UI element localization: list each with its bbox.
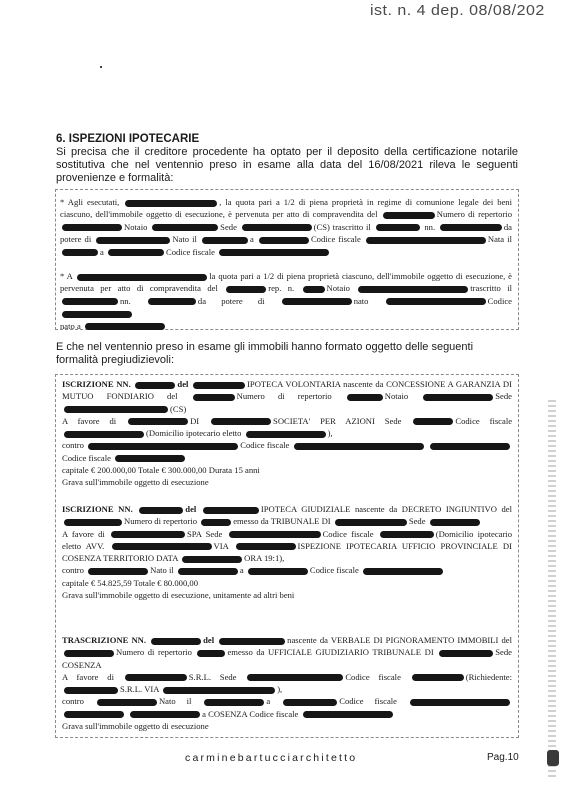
- redaction: [148, 298, 196, 305]
- text: S.R.L.: [120, 684, 143, 695]
- formalita-iscrizione-2: [62, 503, 512, 601]
- text: ),: [277, 684, 283, 695]
- text: VIA: [144, 684, 160, 695]
- text: a COSENZA Codice fiscale: [202, 708, 299, 719]
- redaction: [88, 443, 238, 450]
- grava-line: Grava sull'immobile oggetto di esecuzione: [62, 477, 209, 488]
- text: Nato il: [172, 234, 197, 245]
- text: DI: [190, 415, 200, 426]
- text: Numero di repertorio: [116, 647, 192, 658]
- text: rep. n.: [268, 283, 295, 294]
- text: da potere di: [60, 221, 512, 245]
- redaction: [410, 699, 510, 706]
- redaction: [204, 699, 264, 706]
- redaction: [182, 556, 242, 563]
- text: del: [203, 635, 215, 645]
- redaction: [247, 674, 343, 681]
- text: Nato il: [158, 696, 192, 707]
- redaction: [152, 224, 218, 231]
- redaction: [125, 200, 217, 207]
- text: * Agli esecutati,: [60, 197, 120, 207]
- text: Sede: [495, 647, 512, 658]
- redaction: [294, 443, 424, 450]
- text: , la quota pari a 1/2 di piena proprietà in regime di comunione legale dei beni ciascuno, dell'immobile oggetto di esecuzione, è pervenuta per atto di compravendita del: [60, 197, 512, 220]
- redaction: [139, 507, 183, 514]
- text: contro: [62, 565, 84, 576]
- redaction: [125, 674, 187, 681]
- redaction: [282, 298, 352, 305]
- redaction: [236, 543, 296, 550]
- redaction: [413, 418, 453, 425]
- text: nn.: [424, 221, 436, 232]
- text: a: [239, 565, 244, 576]
- text: nascente da VERBALE DI PIGNORAMENTO IMMOBILI del: [287, 635, 512, 645]
- section-intro: Si precisa che il creditore procedente ha optato per il deposito della certificazione notarile sostitutiva che nel ventennio preso in esame alla data del 16/08/2021 rileva le seguenti provenienze e formalità:: [56, 146, 518, 184]
- text: (CS) trascritto il: [313, 221, 371, 232]
- text: Sede: [495, 391, 512, 402]
- redaction: [203, 507, 259, 514]
- redaction: [64, 650, 114, 657]
- redaction: [423, 394, 493, 401]
- redaction: [386, 298, 486, 305]
- section-title: 6. ISPEZIONI IPOTECARIE: [56, 133, 200, 145]
- text: a: [250, 234, 254, 245]
- text: da potere di: [197, 295, 265, 306]
- redaction: [77, 274, 207, 281]
- redaction: [242, 224, 312, 231]
- redaction: [97, 699, 157, 706]
- redaction: [412, 674, 464, 681]
- filing-stamp: ist. n. 4 dep. 08/08/202: [370, 3, 545, 19]
- text: Numero di repertorio: [436, 209, 512, 220]
- formalita-trascrizione: [62, 634, 512, 732]
- redaction: [259, 237, 309, 244]
- redaction: [197, 650, 225, 657]
- formalita-iscrizione-1: [62, 378, 512, 489]
- redaction: [363, 568, 443, 575]
- redaction: [178, 568, 238, 575]
- text: Codice fiscale: [165, 246, 215, 257]
- text: Notaio: [384, 391, 409, 402]
- redaction: [64, 711, 124, 718]
- text: la quota pari a 1/2 di piena proprietà ciascuno, dell'immobile oggetto di esecuzione, è pervenuta per atto di compravendita del: [60, 271, 513, 294]
- formalita-intro: E che nel ventennio preso in esame gli immobili hanno formato oggetto delle seguenti formalità pregiudizievoli:: [56, 341, 474, 366]
- redaction: [366, 237, 486, 244]
- text: Codice fiscale: [62, 452, 111, 463]
- redaction: [62, 249, 98, 256]
- text: ),: [327, 428, 333, 439]
- redaction: [151, 638, 201, 645]
- text: emesso da TRIBUNALE DI: [233, 516, 331, 527]
- text: Codice fiscale: [455, 415, 513, 426]
- text: Notaio: [326, 283, 350, 294]
- text: Codice: [487, 295, 512, 306]
- redaction: [229, 531, 321, 538]
- page-number: Pag.10: [487, 752, 519, 763]
- redaction: [201, 519, 231, 526]
- side-signature-strip: [548, 400, 556, 780]
- text: del: [177, 379, 189, 389]
- text: (Domicilio ipotecario eletto: [146, 428, 242, 439]
- redaction: [380, 531, 434, 538]
- redaction: [64, 519, 122, 526]
- text: Codice fiscale: [310, 234, 361, 245]
- text: (Domicilio ipotecario eletto AVV.: [62, 528, 512, 551]
- redaction: [64, 687, 118, 694]
- formalita-heading: ISCRIZIONE NN.: [62, 504, 133, 514]
- redaction: [193, 394, 235, 401]
- text: SOCIETA' PER AZIONI Sede: [273, 415, 402, 426]
- redaction: [248, 568, 308, 575]
- capitale-line: capitale € 54.825,59 Totale € 80.000,00: [62, 577, 198, 588]
- capitale-line: capitale € 200.000,00 Totale € 300.000,00 Durata 15 anni: [62, 465, 260, 476]
- text: contro: [62, 440, 84, 451]
- redaction: [383, 212, 435, 219]
- redaction: [440, 224, 502, 231]
- text: VIA: [213, 540, 229, 551]
- side-seal-mark: [547, 750, 559, 766]
- text: Codice fiscale: [345, 671, 401, 682]
- provenienza-paragraph-2: [60, 270, 512, 332]
- text: A favore di: [62, 415, 117, 426]
- text: nn.: [120, 295, 131, 306]
- redaction: [376, 224, 420, 231]
- redaction: [112, 543, 212, 550]
- redaction: [85, 323, 165, 330]
- text: nato a: [60, 320, 81, 331]
- text: Codice fiscale: [240, 440, 290, 451]
- text: S.R.L. Sede: [188, 671, 237, 682]
- text: trascritto il: [470, 283, 512, 294]
- text: SPA Sede: [186, 528, 223, 539]
- redaction: [246, 431, 326, 438]
- scan-mark: [100, 66, 102, 68]
- redaction: [163, 687, 275, 694]
- redaction: [430, 443, 510, 450]
- formalita-heading: ISCRIZIONE NN.: [62, 379, 131, 389]
- text: ORA 19:1),: [244, 553, 285, 564]
- redaction: [219, 249, 329, 256]
- text: COSENZA: [62, 659, 102, 670]
- redaction: [358, 286, 468, 293]
- redaction: [211, 418, 271, 425]
- text: Codice fiscale: [339, 696, 397, 707]
- text: A favore di: [62, 671, 114, 682]
- text: Sede: [408, 516, 426, 527]
- redaction: [128, 418, 188, 425]
- text: Numero di repertorio: [236, 391, 332, 402]
- redaction: [202, 237, 248, 244]
- redaction: [111, 531, 185, 538]
- text: Notaio: [124, 221, 148, 232]
- text: emesso da UFFICIALE GIUDIZIARIO TRIBUNALE DI: [227, 647, 434, 658]
- text: (Richiedente:: [465, 671, 512, 682]
- grava-line: Grava sull'immobile oggetto di esecuzione: [62, 721, 209, 732]
- redaction: [219, 638, 285, 645]
- redaction: [62, 298, 118, 305]
- redaction: [62, 224, 122, 231]
- redaction: [303, 286, 325, 293]
- redaction: [88, 568, 148, 575]
- text: Codice fiscale: [309, 565, 359, 576]
- text: nato: [353, 295, 369, 306]
- redaction: [96, 237, 170, 244]
- provenienza-paragraph-1: [60, 196, 512, 258]
- text: A favore di: [62, 528, 105, 539]
- redaction: [193, 382, 245, 389]
- formalita-heading: TRASCRIZIONE NN.: [62, 635, 147, 645]
- redaction: [64, 406, 168, 413]
- redaction: [430, 519, 480, 526]
- text: Numero di repertorio: [124, 516, 198, 527]
- redaction: [335, 519, 407, 526]
- text: IPOTECA GIUDIZIALE nascente da DECRETO INGIUNTIVO del: [260, 504, 512, 514]
- text: del: [185, 504, 197, 514]
- redaction: [62, 311, 132, 318]
- text: Nata il: [487, 234, 512, 245]
- text: a: [266, 696, 271, 707]
- footer-author: carminebartucciarchitetto: [185, 752, 358, 764]
- text: Nato il: [150, 565, 174, 576]
- redaction: [347, 394, 383, 401]
- redaction: [64, 431, 144, 438]
- text: a: [100, 246, 104, 257]
- text: * A: [60, 271, 73, 281]
- redaction: [130, 711, 200, 718]
- redaction: [108, 249, 164, 256]
- redaction: [303, 711, 393, 718]
- redaction: [439, 650, 493, 657]
- text: ISPEZIONE IPOTECARIA UFFICIO PROVINCIALE DI COSENZA TERRITORIO DATA: [62, 540, 513, 564]
- redaction: [115, 455, 185, 462]
- text: Sede: [220, 221, 237, 232]
- redaction: [226, 286, 266, 293]
- redaction: [135, 382, 175, 389]
- grava-line: Grava sull'immobile oggetto di esecuzione, unitamente ad altri beni: [62, 590, 295, 601]
- text: (CS): [170, 403, 187, 414]
- redaction: [283, 699, 337, 706]
- text: IPOTECA VOLONTARIA nascente da CONCESSIONE A GARANZIA DI MUTUO FONDIARIO del: [62, 379, 512, 402]
- text: Codice fiscale: [322, 528, 374, 539]
- text: contro: [62, 696, 84, 707]
